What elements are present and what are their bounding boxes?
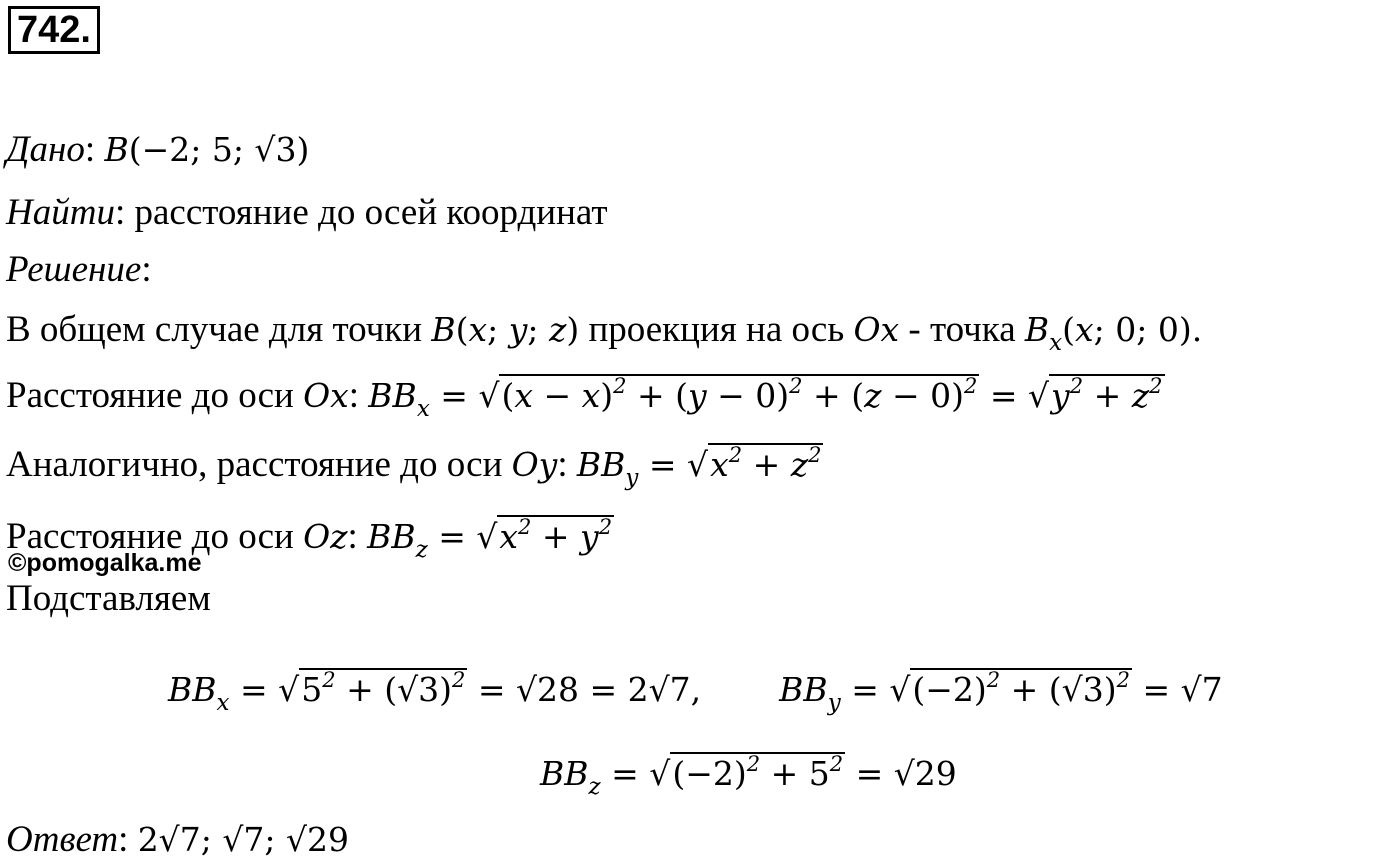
formula-bby: $BB_y = √x^2 + z^2$ — [576, 443, 822, 491]
answer-label: Ответ — [6, 819, 119, 860]
distance-oz-line: Расстояние до оси Oz: $BB_z = √x^2 + y^2$ — [6, 515, 613, 563]
find-text: расстояние до осей координат — [134, 192, 608, 233]
find-line: Найти: расстояние до осей координат — [6, 192, 608, 233]
distance-oy-line: Аналогично, расстояние до оси Oy: $BB_y = √x^2 + z^2$ — [6, 443, 822, 491]
formula-bbz: $BB_z = √x^2 + y^2$ — [367, 515, 613, 563]
problem-number: 742. — [8, 6, 100, 54]
substitute-line: Подставляем — [6, 578, 211, 619]
answer-values: 2√7; √7; √29 — [137, 820, 349, 859]
general-case-line: В общем случае для точки B(x; y; z) проекция на ось Ox - точка $B_x(x$; 0; 0). — [6, 309, 1203, 356]
calc-bbz: $BB_z = √(-2)^2 + 5^2 = √29$ — [540, 752, 957, 800]
given-coords: (−2; 5; √3) — [128, 130, 310, 169]
distance-ox-line: Расстояние до оси Ox: $BB_x = √(x - x)^2 + (y - 0)^2 + (z - 0)^2 = √y^2 + z^2$ — [6, 374, 1163, 422]
given-line: Дано: B(−2; 5; √3) — [6, 129, 310, 170]
solution-label: Решение — [6, 249, 142, 290]
formula-point-B: B(x; y; z) — [431, 310, 580, 349]
formula-bbx: $BB_x = √(x - x)^2 + (y - 0)^2 + (z - 0)^2 = √y^2 + z^2$ — [368, 374, 1163, 422]
answer-line: Ответ: 2√7; √7; √29 — [6, 819, 349, 860]
watermark: ©pomogalka.me — [8, 549, 202, 577]
find-label: Найти — [6, 192, 115, 233]
given-label: Дано — [6, 129, 85, 170]
formula-projection: $B_x(x$; 0; 0). — [1024, 310, 1203, 356]
given-point: B — [104, 130, 129, 169]
solution-heading: Решение: — [6, 249, 152, 290]
calc-bbx-bby: $BB_x = √5^2 + (√3)^2 = √28 = 2√7$, $BB_y = √(-2)^2 + (√3)^2 = √7$ — [168, 668, 1223, 716]
formula-axis-ox: Ox — [853, 310, 900, 349]
